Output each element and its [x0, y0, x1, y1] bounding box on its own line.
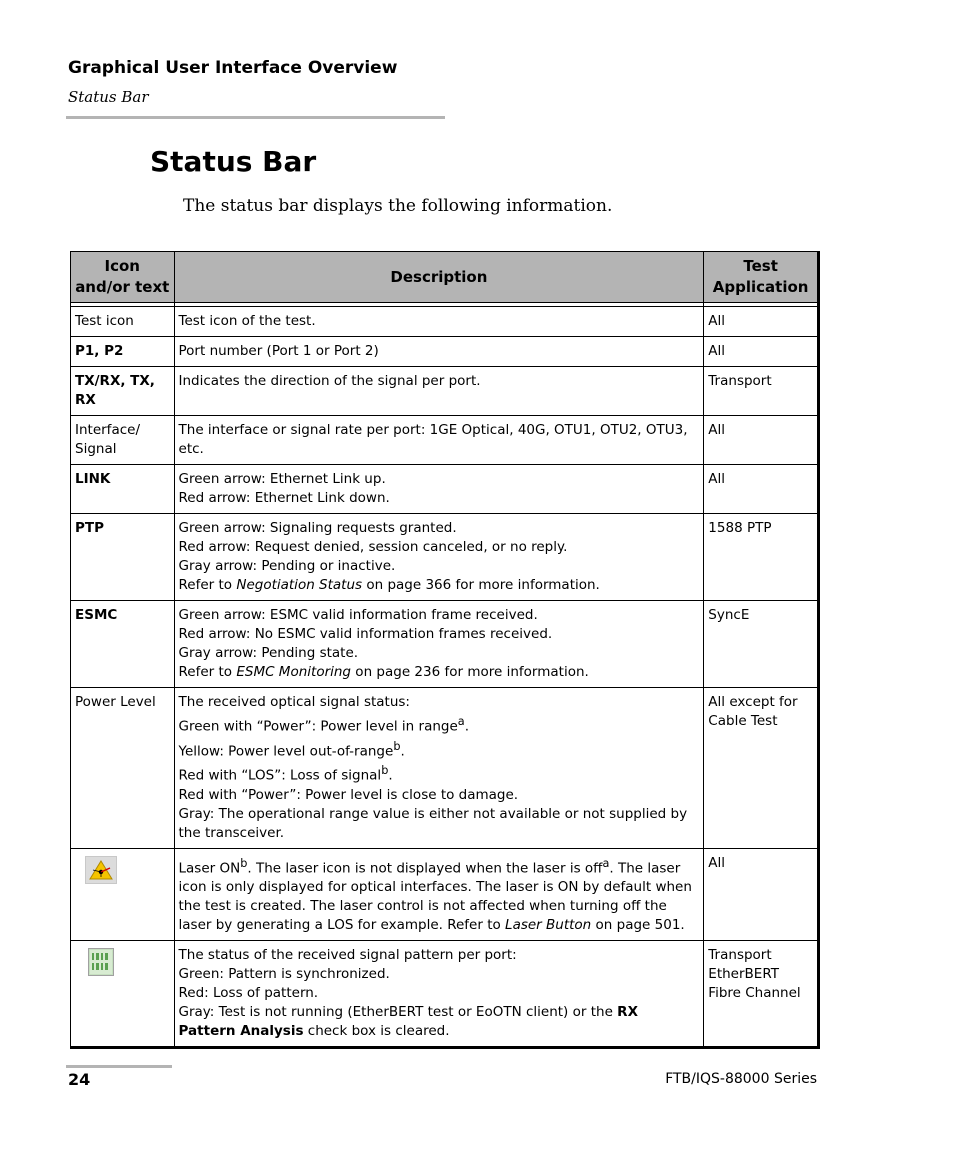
header-description: Description: [174, 252, 704, 303]
row-item: PTP: [71, 514, 175, 601]
row-description: Indicates the direction of the signal per port.: [174, 367, 704, 416]
footer-rule: [66, 1065, 172, 1068]
description-line: The status of the received signal pattern per port:: [178, 947, 517, 963]
reference-line: Refer to ESMC Monitoring on page 236 for more information.: [178, 664, 589, 680]
product-series: FTB/IQS-88000 Series: [665, 1071, 817, 1087]
row-application: All: [704, 848, 819, 941]
table-row: [71, 465, 819, 514]
row-item: TX/RX, TX, RX: [71, 367, 175, 416]
row-application: All except for Cable Test: [704, 688, 819, 849]
row-description: [174, 465, 704, 514]
row-item: P1, P2: [71, 337, 175, 367]
row-description: [174, 601, 704, 688]
section-header-title: Graphical User Interface Overview: [68, 58, 398, 78]
row-description: [174, 941, 704, 1048]
footnote-marker: a: [457, 715, 465, 728]
table-row: [71, 941, 819, 1048]
row-application: 1588 PTP: [704, 514, 819, 601]
pattern-sync-icon: [88, 948, 114, 976]
table-row: [71, 307, 819, 337]
description-line: Red: Loss of pattern.: [178, 985, 319, 1001]
row-item: ESMC: [71, 601, 175, 688]
page-number: 24: [68, 1070, 91, 1089]
row-item: LINK: [71, 465, 175, 514]
description-line: Gray arrow: Pending state.: [178, 645, 359, 661]
section-header-subtitle: Status Bar: [68, 88, 149, 106]
page-title: Status Bar: [150, 145, 317, 178]
row-application: All: [704, 337, 819, 367]
table-row: [71, 367, 819, 416]
row-application: [704, 941, 819, 1048]
footnote-marker: a: [602, 856, 610, 870]
row-description: [174, 514, 704, 601]
row-item: Interface/ Signal: [71, 416, 175, 465]
table-row: [71, 688, 819, 849]
description-line: Green with “Power”: Power level in range$^a$.: [178, 715, 469, 735]
row-description: [174, 688, 704, 849]
application-line: EtherBERT: [708, 966, 779, 982]
description-line: Gray: Test is not running (EtherBERT test or EoOTN client) or the RX Pattern Analysis check box is cleared.: [178, 1004, 638, 1039]
description-line: Green: Pattern is synchronized.: [178, 966, 390, 982]
description-line: Green arrow: Ethernet Link up.: [178, 471, 386, 487]
description-line: Gray: The operational range value is either not available or not supplied by the transceiver.: [178, 805, 688, 841]
table-row: [71, 416, 819, 465]
header-rule: [66, 116, 445, 119]
reference-link[interactable]: Laser Button: [505, 917, 592, 933]
application-line: Fibre Channel: [708, 985, 801, 1001]
intro-text: The status bar displays the following information.: [183, 196, 613, 216]
reference-link[interactable]: Negotiation Status: [236, 577, 363, 593]
reference-line: Refer to Negotiation Status on page 366 for more information.: [178, 577, 600, 593]
header-icon-text: Icon and/or text: [71, 252, 175, 303]
header-test-application: Test Application: [704, 252, 819, 303]
footnote-marker: b: [240, 856, 248, 870]
row-description: The interface or signal rate per port: 1GE Optical, 40G, OTU1, OTU2, OTU3, etc.: [174, 416, 704, 465]
description-line: Yellow: Power level out-of-range$^b$.: [178, 739, 405, 759]
row-item: Test icon: [71, 307, 175, 337]
row-application: All: [704, 416, 819, 465]
row-application: All: [704, 307, 819, 337]
footnote-marker: b: [393, 739, 401, 753]
row-application: SyncE: [704, 601, 819, 688]
table-row: [71, 848, 819, 941]
description-line: Green arrow: Signaling requests granted.: [178, 520, 457, 536]
application-line: Transport: [708, 947, 772, 963]
status-bar-table: [70, 251, 820, 1049]
row-description: Test icon of the test.: [174, 307, 704, 337]
laser-icon: [85, 856, 117, 884]
description-line: Red arrow: Request denied, session canceled, or no reply.: [178, 539, 568, 555]
row-description: Port number (Port 1 or Port 2): [174, 337, 704, 367]
checkbox-name: RX Pattern Analysis: [178, 1004, 638, 1039]
row-item: Power Level: [71, 688, 175, 849]
table-header-row: [71, 252, 819, 303]
description-line: Red with “LOS”: Loss of signal$^b$.: [178, 764, 393, 784]
description-line: Red with “Power”: Power level is close to damage.: [178, 786, 519, 803]
description-line: The received optical signal status:: [178, 694, 410, 710]
row-application: All: [704, 465, 819, 514]
reference-link[interactable]: ESMC Monitoring: [236, 664, 352, 680]
table-row: [71, 601, 819, 688]
pattern-sync-icon-graphic: [89, 949, 113, 975]
table-row: [71, 514, 819, 601]
table-row: [71, 337, 819, 367]
description-line: Green arrow: ESMC valid information frame received.: [178, 607, 538, 623]
description-line: Red arrow: No ESMC valid information frames received.: [178, 626, 553, 642]
row-description: Laser $ON^b$. The laser icon is not displayed when the laser is off$^a$. The laser icon is only displayed for optical interfaces. The laser is ON by default when the test is created. The laser control is not affected when turning off the laser by generating a LOS for example. Refer to Laser Button on page 501.: [174, 848, 704, 941]
description-line: Red arrow: Ethernet Link down.: [178, 490, 390, 506]
row-item: [71, 848, 175, 941]
laser-icon-graphic: [86, 857, 116, 883]
description-line: Gray arrow: Pending or inactive.: [178, 558, 396, 574]
footnote-marker: b: [381, 764, 389, 777]
row-item: [71, 941, 175, 1048]
row-application: Transport: [704, 367, 819, 416]
